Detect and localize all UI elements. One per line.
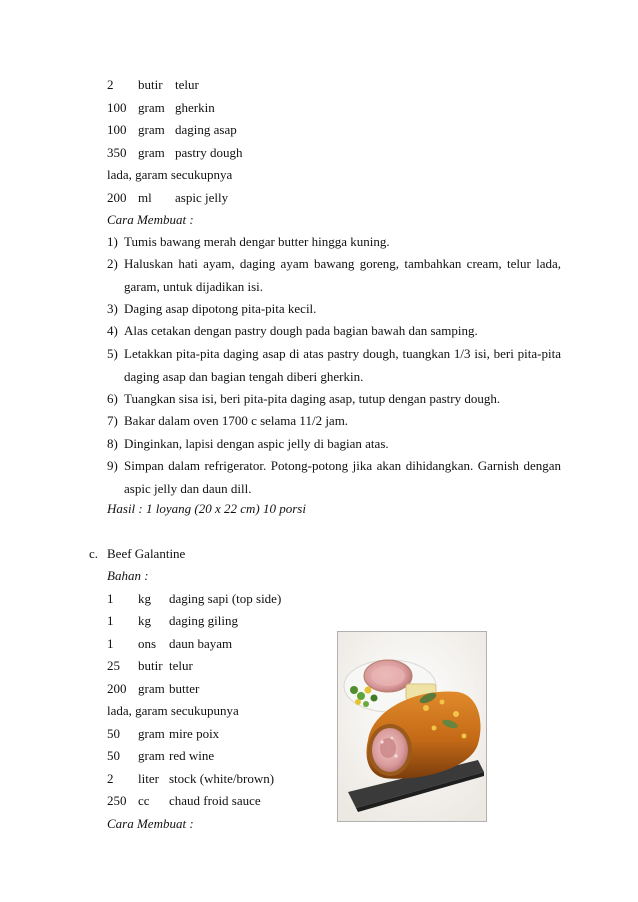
- cara-membuat-heading: Cara Membuat :: [107, 212, 194, 227]
- step-item: 2) Haluskan hati ayam, daging ayam bawang goreng, tambahkan cream, telur lada, garam, untuk dijadikan isi.: [107, 256, 561, 294]
- step-item: 3) Daging asap dipotong pita-pita kecil.: [107, 301, 317, 316]
- step-item: 1) Tumis bawang merah dengar butter hingga kuning.: [107, 234, 390, 249]
- section-heading: c. Beef Galantine: [89, 546, 186, 561]
- cara-membuat-heading: Cara Membuat :: [107, 816, 194, 831]
- ingredient-line: 200 ml aspic jelly: [107, 190, 229, 205]
- ingredient-line: 2 liter stock (white/brown): [107, 771, 275, 786]
- ingredient-line: 2 butir telur: [107, 77, 199, 92]
- ingredient-line: 250 cc chaud froid sauce: [107, 793, 261, 808]
- seasoning-line: lada, garam secukupnya: [107, 167, 233, 182]
- hasil-line: Hasil : 1 loyang (20 x 22 cm) 10 porsi: [107, 501, 306, 516]
- ingredient-line: 50 gram red wine: [107, 748, 215, 763]
- ingredient-line: 1 kg daging giling: [107, 613, 238, 628]
- ingredient-line: 25 butir telur: [107, 658, 193, 673]
- seasoning-line: lada, garam secukupunya: [107, 703, 239, 718]
- ingredient-line: 100 gram gherkin: [107, 100, 215, 115]
- galantine-photo: [337, 631, 487, 822]
- galantine-illustration: [338, 632, 486, 821]
- step-item: 4) Alas cetakan dengan pastry dough pada bagian bawah dan samping.: [107, 323, 478, 338]
- ingredient-line: 1 ons daun bayam: [107, 636, 233, 651]
- ingredient-line: 1 kg daging sapi (top side): [107, 591, 282, 606]
- ingredient-line: 100 gram daging asap: [107, 122, 237, 137]
- ingredient-line: 50 gram mire poix: [107, 726, 220, 741]
- step-item: 8) Dinginkan, lapisi dengan aspic jelly di bagian atas.: [107, 436, 389, 451]
- step-item: 9) Simpan dalam refrigerator. Potong-potong jika akan dihidangkan. Garnish dengan aspic jelly dan daun dill.: [107, 458, 561, 496]
- ingredient-line: 200 gram butter: [107, 681, 200, 696]
- bahan-heading: Bahan :: [107, 568, 149, 583]
- step-item: 5) Letakkan pita-pita daging asap di atas pastry dough, tuangkan 1/3 isi, beri pita-pita daging asap dan bagian tengah diberi gherkin.: [107, 346, 561, 384]
- step-item: 6) Tuangkan sisa isi, beri pita-pita daging asap, tutup dengan pastry dough.: [107, 391, 501, 406]
- step-item: 7) Bakar dalam oven 1700 c selama 11/2 jam.: [107, 413, 349, 428]
- ingredient-line: 350 gram pastry dough: [107, 145, 243, 160]
